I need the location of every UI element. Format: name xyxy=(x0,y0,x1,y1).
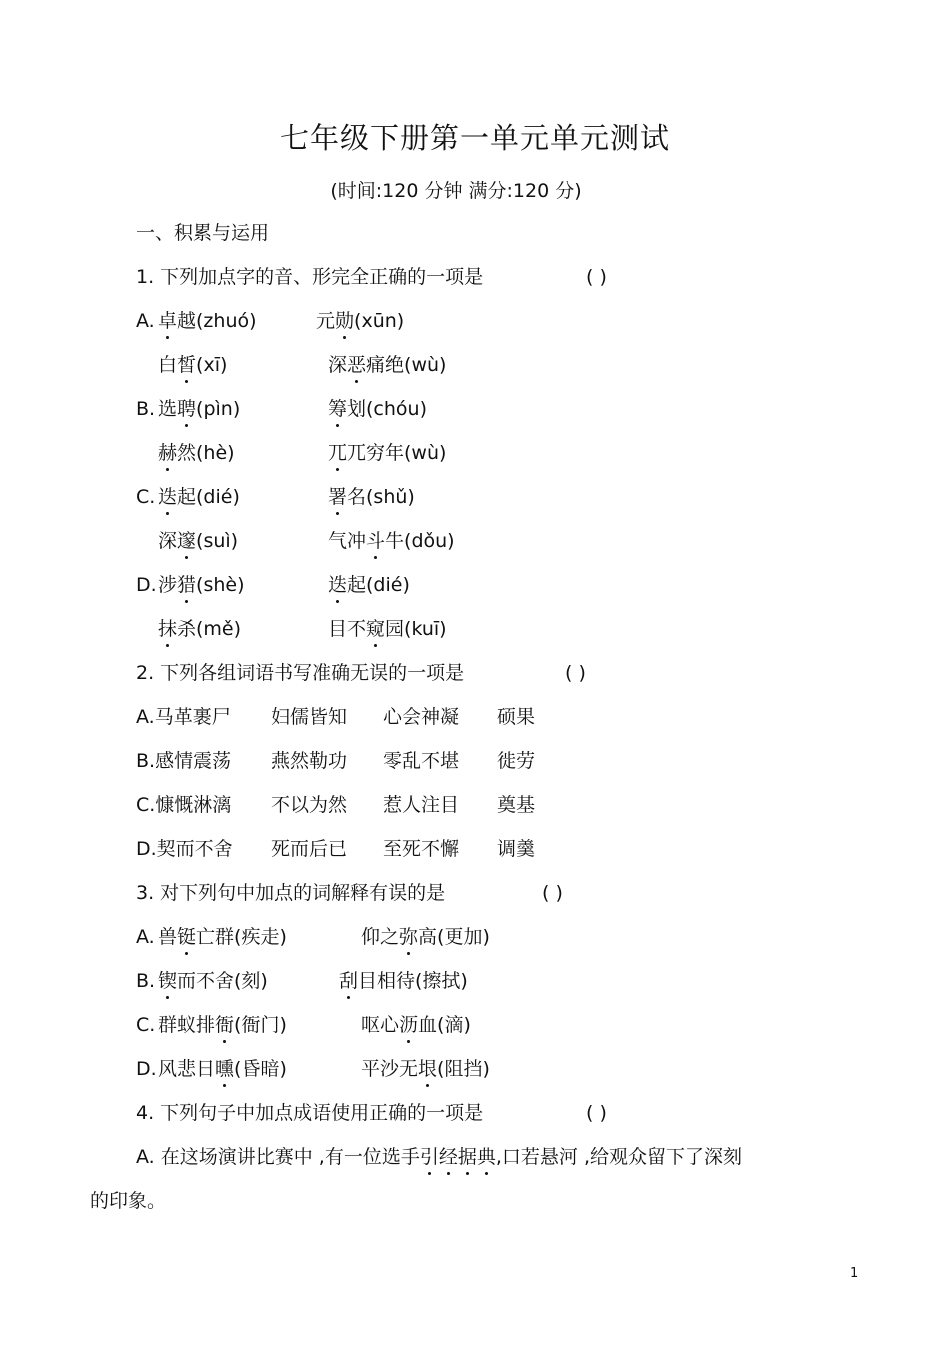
option-word: 心会神凝 xyxy=(383,706,460,728)
dotted-char: 锲 xyxy=(158,970,178,992)
question-3 xyxy=(136,881,836,905)
option-label: D. xyxy=(136,574,157,596)
option-label: B. xyxy=(136,398,156,420)
answer-paren: ( ) xyxy=(565,662,586,684)
dotted-char: 聘 xyxy=(177,398,197,420)
answer-paren: ( ) xyxy=(586,1102,607,1124)
sentence-text: A. 在这场演讲比赛中 ,有一位选手 xyxy=(136,1146,420,1168)
dotted-char: 邃 xyxy=(177,530,197,552)
dotted-char: 垠 xyxy=(418,1058,438,1080)
option-word: 妇儒皆知 xyxy=(271,706,348,728)
option-label: A. xyxy=(136,310,155,332)
q4-option-a-continuation: 的印象。 xyxy=(90,1190,167,1212)
question-2 xyxy=(136,661,836,685)
dotted-char: 迭 xyxy=(328,574,348,596)
dotted-char: 兀 xyxy=(328,442,348,464)
option-word: 呕心沥血(滴) xyxy=(361,1014,471,1036)
option-word: 奠基 xyxy=(497,794,536,816)
question-1-stem: 1. 下列加点字的音、形完全正确的一项是 xyxy=(136,266,484,288)
option-word: 群蚁排衙(衙门) xyxy=(158,1014,287,1036)
option-word: 涉猎(shè) xyxy=(158,574,245,596)
dotted-char: 铤 xyxy=(177,926,197,948)
option-word: 元勋(xūn) xyxy=(316,310,405,332)
dotted-char: 筹 xyxy=(328,398,348,420)
answer-paren: ( ) xyxy=(542,882,563,904)
question-3-stem: 3. 对下列句中加点的词解释有误的是 xyxy=(136,882,446,904)
dotted-char: 猎 xyxy=(177,574,197,596)
dotted-char: 典 xyxy=(476,1146,496,1168)
dotted-char: 恶 xyxy=(347,354,367,376)
option-word: 迭起(dié) xyxy=(158,486,240,508)
exam-info: (时间:120 分钟 满分:120 分) xyxy=(330,180,582,202)
page-title: 七年级下册第一单元单元测试 xyxy=(279,121,670,155)
sentence-text: ,口若悬河 ,给观众留下了深刻 xyxy=(495,1146,743,1168)
dotted-char: 弥 xyxy=(399,926,419,948)
question-4 xyxy=(136,1101,836,1125)
option-word: 兽铤亡群(疾走) xyxy=(158,926,287,948)
option-word: 刮目相待(擦拭) xyxy=(339,970,468,992)
option-word: 迭起(dié) xyxy=(328,574,410,596)
answer-paren: ( ) xyxy=(586,266,607,288)
option-word: 卓越(zhuó) xyxy=(158,310,257,332)
option-word: 署名(shǔ) xyxy=(328,486,415,508)
dotted-char: 迭 xyxy=(158,486,178,508)
option-word: 徙劳 xyxy=(497,750,536,772)
dotted-char: 衙 xyxy=(215,1014,235,1036)
q4-option-a xyxy=(136,1145,856,1169)
dotted-char: 勋 xyxy=(335,310,355,332)
option-word: C.慷慨淋漓 xyxy=(136,794,232,816)
option-word: 调羹 xyxy=(497,838,536,860)
dotted-char: 斗 xyxy=(366,530,386,552)
dotted-char: 引 xyxy=(419,1146,439,1168)
option-word: 兀兀穷年(wù) xyxy=(328,442,447,464)
option-word: 不以为然 xyxy=(271,794,348,816)
option-word: 零乱不堪 xyxy=(383,750,460,772)
option-word: 仰之弥高(更加) xyxy=(361,926,490,948)
question-4-stem: 4. 下列句子中加点成语使用正确的一项是 xyxy=(136,1102,484,1124)
option-word: 死而后已 xyxy=(271,838,348,860)
dotted-char: 据 xyxy=(457,1146,477,1168)
option-word: A.马革裹尸 xyxy=(136,706,231,728)
option-word: 选聘(pìn) xyxy=(158,398,241,420)
dotted-char: 署 xyxy=(328,486,348,508)
option-word: 赫然(hè) xyxy=(158,442,235,464)
dotted-char: 刮 xyxy=(339,970,359,992)
dotted-char: 卓 xyxy=(158,310,178,332)
dotted-char: 抹 xyxy=(158,618,178,640)
option-word: 抹杀(mě) xyxy=(158,618,242,640)
question-1 xyxy=(136,265,836,289)
question-2-stem: 2. 下列各组词语书写准确无误的一项是 xyxy=(136,662,465,684)
option-label: B. xyxy=(136,970,156,992)
option-word: D.契而不舍 xyxy=(136,838,233,860)
option-word: 平沙无垠(阻挡) xyxy=(361,1058,490,1080)
option-word: 风悲日曛(昏暗) xyxy=(158,1058,287,1080)
dotted-char: 窥 xyxy=(366,618,386,640)
option-label: D. xyxy=(136,1058,157,1080)
option-word: 至死不懈 xyxy=(383,838,460,860)
option-word: 锲而不舍(刻) xyxy=(158,970,268,992)
option-label: C. xyxy=(136,486,156,508)
option-word: 燕然勒功 xyxy=(271,750,348,772)
option-label: C. xyxy=(136,1014,156,1036)
option-word: 惹人注目 xyxy=(383,794,460,816)
option-word: 深恶痛绝(wù) xyxy=(328,354,447,376)
dotted-char: 皙 xyxy=(177,354,197,376)
option-word: 目不窥园(kuī) xyxy=(328,618,447,640)
page-number: 1 xyxy=(850,1266,859,1281)
dotted-char: 赫 xyxy=(158,442,178,464)
dotted-char: 沥 xyxy=(399,1014,419,1036)
option-word: 筹划(chóu) xyxy=(328,398,427,420)
dotted-char: 曛 xyxy=(215,1058,235,1080)
option-word: 白皙(xī) xyxy=(158,354,228,376)
option-word: 气冲斗牛(dǒu) xyxy=(328,530,455,552)
option-label: A. xyxy=(136,926,155,948)
dotted-char: 经 xyxy=(438,1146,458,1168)
option-word: 硕果 xyxy=(497,706,536,728)
section-heading: 一、积累与运用 xyxy=(136,222,270,244)
option-word: 深邃(suì) xyxy=(158,530,239,552)
option-word: B.感情震荡 xyxy=(136,750,232,772)
